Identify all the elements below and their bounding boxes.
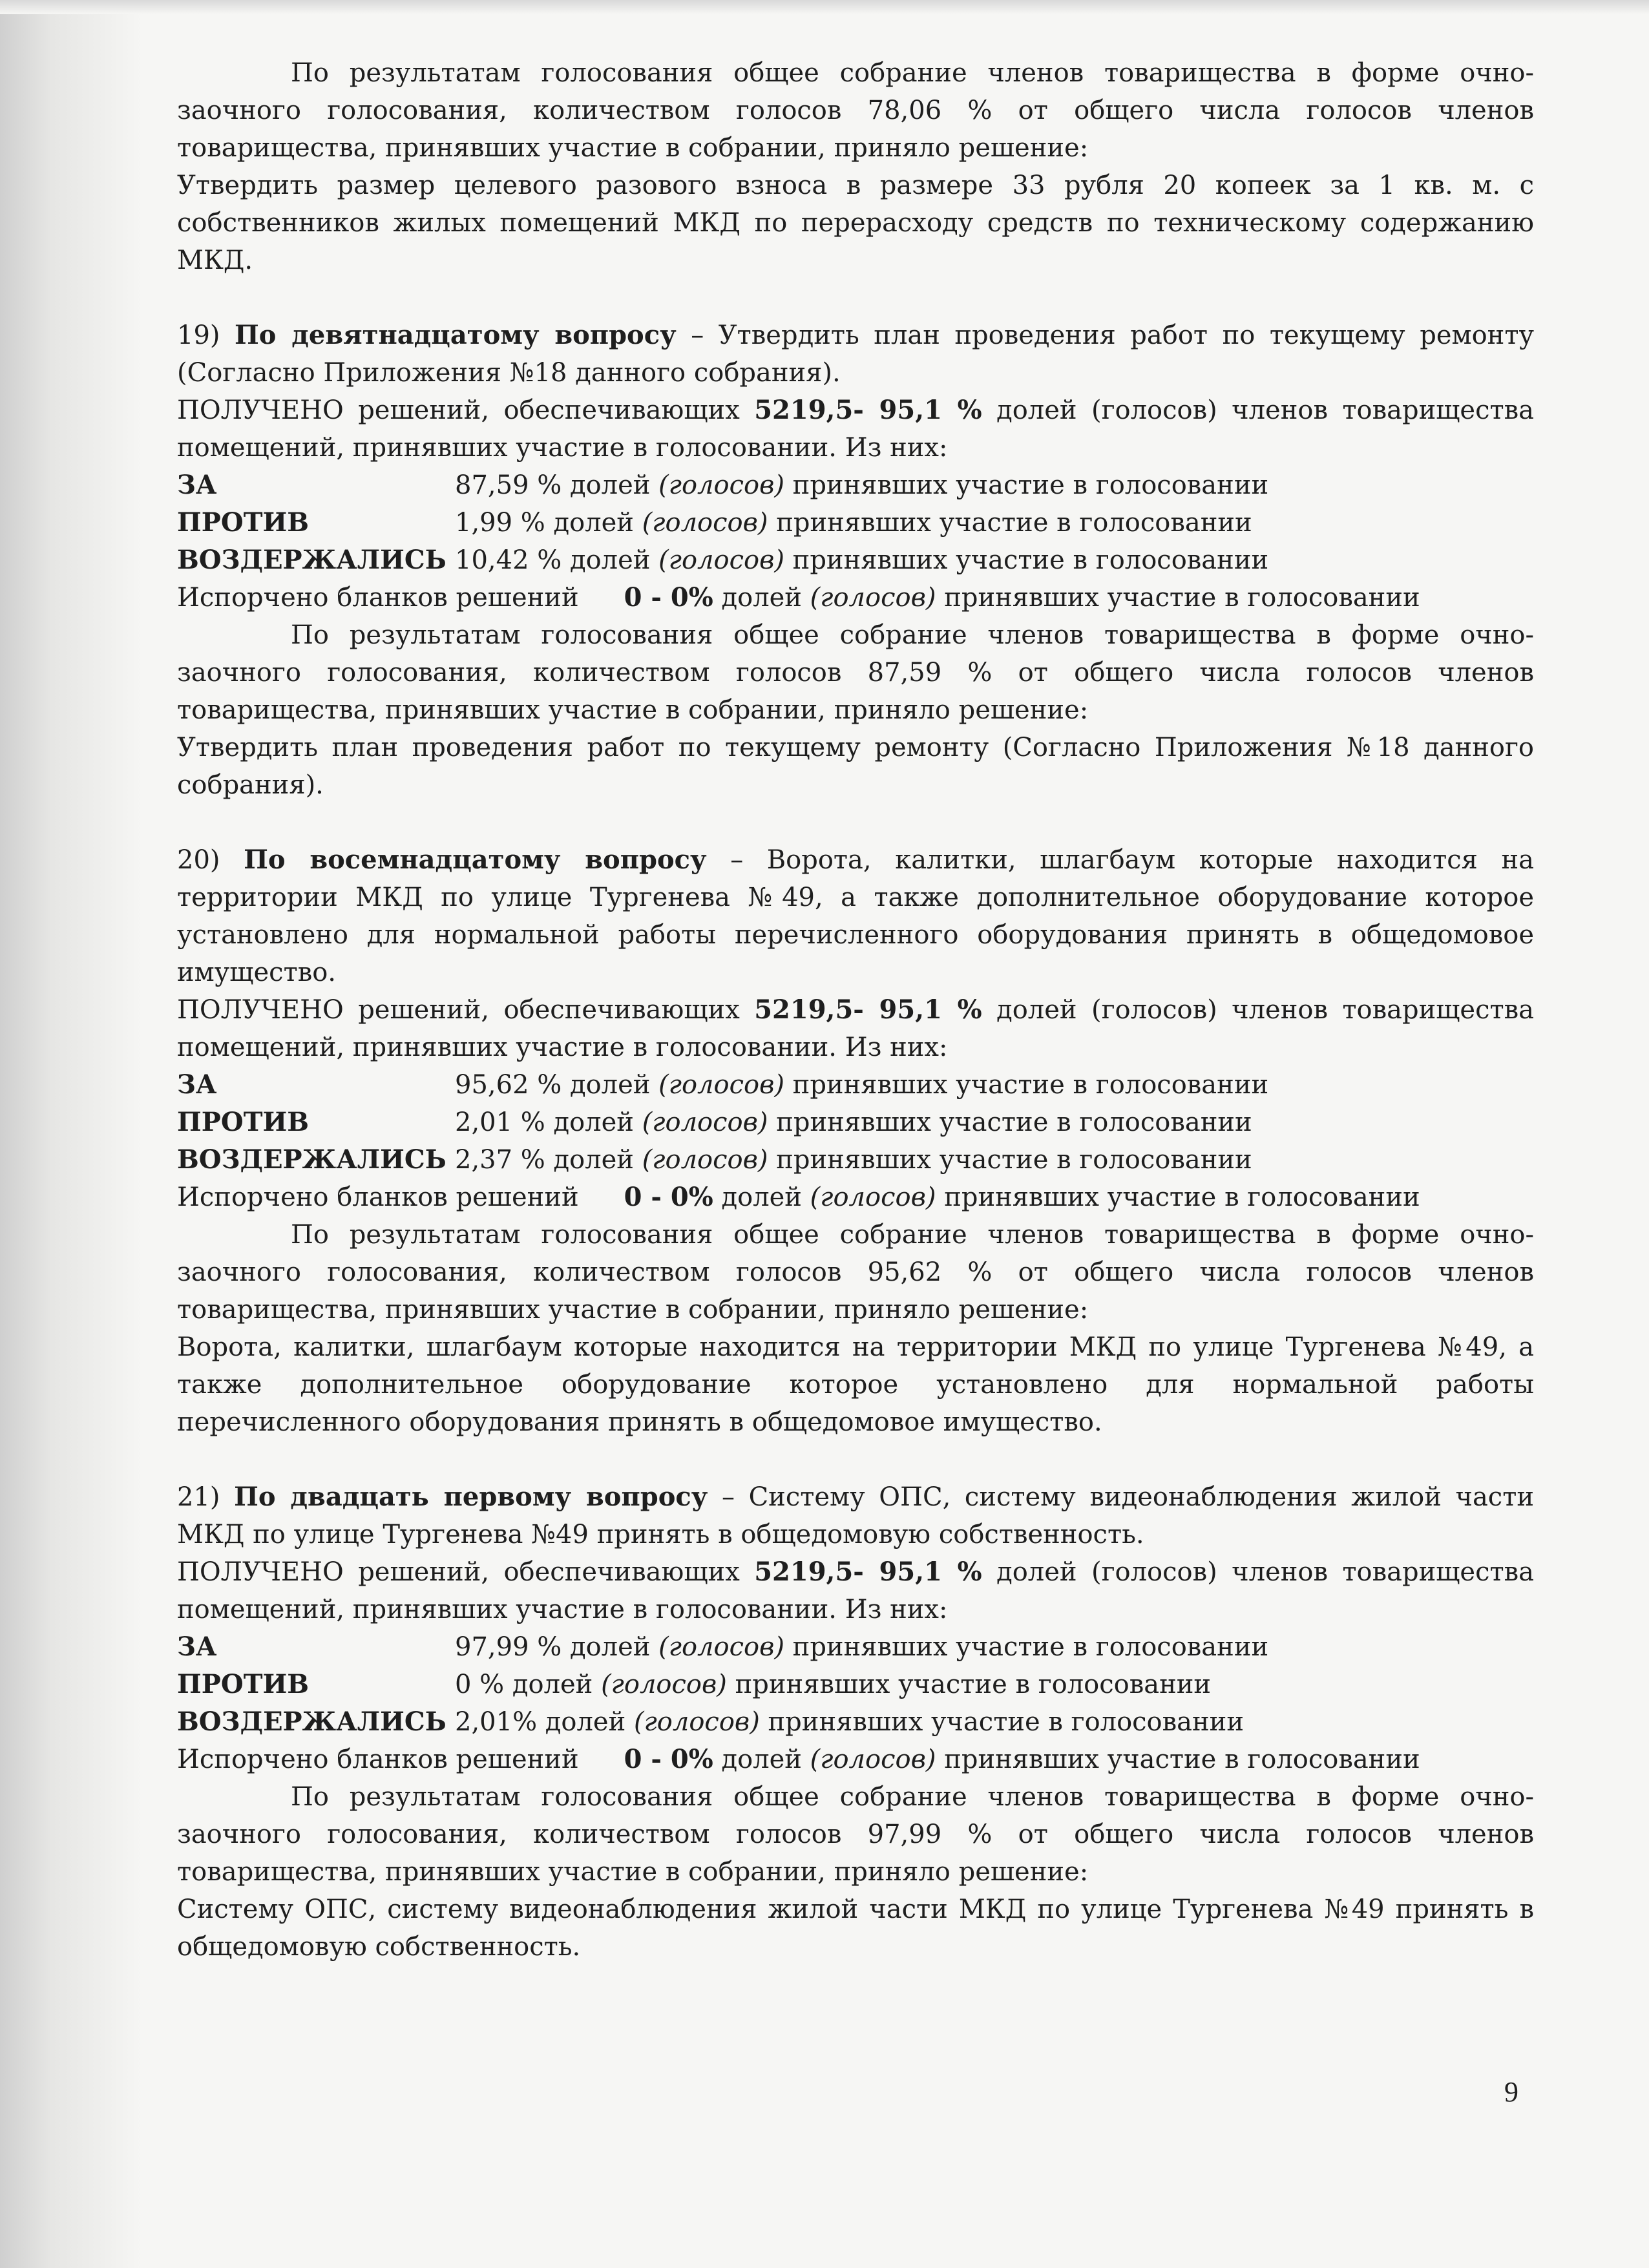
question-20-received xyxy=(177,991,1534,1066)
question-20-number: 20) xyxy=(177,845,244,875)
spoiled-value: 0 - 0% xyxy=(624,582,713,613)
share-post: принявших участие в голосовании xyxy=(768,1145,1252,1175)
question-21-abstain-row xyxy=(177,1703,1534,1741)
share-votes: (голосов) xyxy=(658,545,784,575)
received-count: 5219,5- 95,1 % xyxy=(754,994,982,1025)
vote-label-abstain: ВОЗДЕРЖАЛИСЬ xyxy=(177,1144,446,1175)
vote-value-for: 95,62 % xyxy=(455,1070,562,1100)
received-prefix: ПОЛУЧЕНО решений, обеспечивающих xyxy=(177,1557,755,1587)
question-19-text: – Утвердить план проведения работ по текущему ремонту (Согласно Приложения №18 данного собрания). xyxy=(177,320,1535,388)
share-votes: (голосов) xyxy=(601,1670,727,1699)
spacer xyxy=(177,1441,1534,1478)
spoiled-label: Испорчено бланков решений xyxy=(177,583,579,613)
received-suffix: долей (голосов) членов товарищества помещений, принявших участие в голосовании. Из них: xyxy=(177,395,1535,463)
question-21-text: – Систему ОПС, систему видеонаблюдения жилой части МКД по улице Тургенева №49 принять в общедомовую собственность. xyxy=(177,1482,1535,1549)
share-votes: (голосов) xyxy=(633,1707,760,1737)
vote-value-against: 0 % xyxy=(455,1670,505,1699)
question-21-decision-paragraph: По результатам голосования общее собрание членов товарищества в форме очно-заочного голосования, количеством голосов 97,99 % от общего числа голосов членов товарищества, принявших участие в собрании, приняло решение: xyxy=(177,1782,1534,1887)
spoiled-value: 0 - 0% xyxy=(624,1744,713,1774)
share-votes: (голосов) xyxy=(642,1108,768,1137)
vote-label-for: ЗА xyxy=(177,1069,217,1100)
share-votes: (голосов) xyxy=(658,1070,784,1100)
page-number: 9 xyxy=(1504,2076,1518,2108)
share-post: принявших участие в голосовании xyxy=(936,1745,1420,1774)
question-19-heading xyxy=(177,317,1534,392)
received-suffix: долей (голосов) членов товарищества помещений, принявших участие в голосовании. Из них: xyxy=(177,995,1535,1062)
spacer xyxy=(177,279,1534,317)
question-20-decision-text: Ворота, калитки, шлагбаум которые находится на территории МКД по улице Тургенева №49, а также дополнительное оборудование которое установлено для нормальной работы перечисленного оборудования принять в общедомовое имущество. xyxy=(177,1332,1534,1437)
question-19-number: 19) xyxy=(177,320,235,350)
spoiled-label: Испорчено бланков решений xyxy=(177,1745,579,1774)
vote-value-against: 1,99 % xyxy=(455,508,545,538)
share-pre: долей xyxy=(537,1707,634,1737)
vote-label-against: ПРОТИВ xyxy=(177,1107,310,1137)
spoiled-value: 0 - 0% xyxy=(624,1182,713,1212)
vote-value-against: 2,01 % xyxy=(455,1108,545,1137)
vote-value-for: 87,59 % xyxy=(455,470,562,500)
vote-label-against: ПРОТИВ xyxy=(177,1669,310,1699)
vote-value-abstain: 2,37 % xyxy=(455,1145,545,1175)
question-20-against-row xyxy=(177,1104,1534,1141)
received-suffix: долей (голосов) членов товарищества помещений, принявших участие в голосовании. Из них: xyxy=(177,1557,1535,1624)
question-20-heading xyxy=(177,841,1534,991)
share-post: принявших участие в голосовании xyxy=(768,508,1252,538)
vote-label-abstain: ВОЗДЕРЖАЛИСЬ xyxy=(177,1706,446,1737)
share-votes: (голосов) xyxy=(810,583,936,613)
scan-edge-shadow xyxy=(0,0,142,2268)
received-count: 5219,5- 95,1 % xyxy=(754,395,982,425)
share-post: принявших участие в голосовании xyxy=(759,1707,1244,1737)
share-post: принявших участие в голосовании xyxy=(784,1070,1269,1100)
share-votes: (голосов) xyxy=(642,508,768,538)
question-21-section xyxy=(177,1478,1534,1966)
vote-value-abstain: 2,01% xyxy=(455,1707,538,1737)
question-21-for-row xyxy=(177,1628,1534,1666)
question-21-spoiled xyxy=(177,1741,1534,1778)
share-post: принявших участие в голосовании xyxy=(784,470,1269,500)
question-20-text: – Ворота, калитки, шлагбаум которые находится на территории МКД по улице Тургенева №49, а также дополнительное оборудование которое установлено для нормальной работы перечисленного оборудования принять в общедомовое имущество. xyxy=(177,845,1534,987)
share-pre: долей xyxy=(562,1070,659,1100)
vote-value-abstain: 10,42 % xyxy=(455,545,562,575)
document-page xyxy=(177,54,1534,1966)
share-post: принявших участие в голосовании xyxy=(936,1182,1420,1212)
share-votes: (голосов) xyxy=(810,1182,936,1212)
question-20-title: По восемнадцатому вопросу xyxy=(244,845,707,875)
scan-top-edge xyxy=(0,0,1649,14)
vote-label-for: ЗА xyxy=(177,1632,217,1662)
question-19-abstain-row xyxy=(177,541,1534,579)
spoiled-label: Испорчено бланков решений xyxy=(177,1182,579,1212)
question-21-heading xyxy=(177,1478,1534,1553)
share-post: принявших участие в голосовании xyxy=(784,1632,1269,1662)
share-votes: (голосов) xyxy=(658,470,784,500)
share-post: принявших участие в голосовании xyxy=(784,545,1269,575)
question-20-decision-paragraph: По результатам голосования общее собрание членов товарищества в форме очно-заочного голосования, количеством голосов 95,62 % от общего числа голосов членов товарищества, принявших участие в собрании, приняло решение: xyxy=(177,1220,1534,1325)
share-votes: (голосов) xyxy=(810,1745,936,1774)
vote-label-abstain: ВОЗДЕРЖАЛИСЬ xyxy=(177,545,446,575)
question-19-for-row xyxy=(177,467,1534,504)
share-pre: долей xyxy=(562,470,659,500)
share-pre: долей xyxy=(545,1145,642,1175)
question-21-decision-text: Систему ОПС, систему видеонаблюдения жилой части МКД по улице Тургенева №49 принять в общедомовую собственность. xyxy=(177,1895,1534,1962)
question-21-against-row xyxy=(177,1666,1534,1703)
question-19-spoiled xyxy=(177,579,1534,616)
question-20-section xyxy=(177,841,1534,1441)
received-prefix: ПОЛУЧЕНО решений, обеспечивающих xyxy=(177,395,755,425)
share-pre: долей xyxy=(562,545,659,575)
share-pre: долей xyxy=(545,1108,642,1137)
share-post: принявших участие в голосовании xyxy=(768,1108,1252,1137)
question-19-against-row xyxy=(177,504,1534,541)
share-post: принявших участие в голосовании xyxy=(726,1670,1212,1699)
question-19-section xyxy=(177,317,1534,804)
share-votes: (голосов) xyxy=(658,1632,784,1662)
question-19-received xyxy=(177,392,1534,467)
vote-label-for: ЗА xyxy=(177,470,217,500)
intro-decision-text: Утвердить размер целевого разового взноса в размере 33 рубля 20 копеек за 1 кв. м. с собственников жилых помещений МКД по перерасходу средств по техническому содержанию МКД. xyxy=(177,171,1534,275)
share-pre: долей xyxy=(562,1632,659,1662)
question-21-received xyxy=(177,1553,1534,1628)
question-19-decision-text: Утвердить план проведения работ по текущему ремонту (Согласно Приложения №18 данного собрания). xyxy=(177,733,1534,800)
share-votes: (голосов) xyxy=(642,1145,768,1175)
question-21-number: 21) xyxy=(177,1482,235,1512)
vote-label-against: ПРОТИВ xyxy=(177,507,310,538)
vote-value-for: 97,99 % xyxy=(455,1632,562,1662)
question-20-abstain-row xyxy=(177,1141,1534,1179)
intro-decision-paragraph: По результатам голосования общее собрание членов товарищества в форме очно-заочного голосования, количеством голосов 78,06 % от общего числа голосов членов товарищества, принявших участие в собрании, приняло решение: xyxy=(177,58,1534,163)
share-pre: долей xyxy=(713,583,810,613)
question-20-spoiled xyxy=(177,1179,1534,1216)
share-post: принявших участие в голосовании xyxy=(936,583,1420,613)
share-pre: долей xyxy=(545,508,642,538)
share-pre: долей xyxy=(713,1745,810,1774)
question-19-decision-paragraph: По результатам голосования общее собрание членов товарищества в форме очно-заочного голосования, количеством голосов 87,59 % от общего числа голосов членов товарищества, принявших участие в собрании, приняло решение: xyxy=(177,620,1534,725)
question-19-title: По девятнадцатому вопросу xyxy=(235,320,677,350)
question-21-title: По двадцать первому вопросу xyxy=(234,1482,708,1512)
received-count: 5219,5- 95,1 % xyxy=(754,1557,982,1587)
share-pre: долей xyxy=(504,1670,602,1699)
received-prefix: ПОЛУЧЕНО решений, обеспечивающих xyxy=(177,995,755,1025)
share-pre: долей xyxy=(713,1182,810,1212)
question-20-for-row xyxy=(177,1066,1534,1104)
spacer xyxy=(177,804,1534,841)
